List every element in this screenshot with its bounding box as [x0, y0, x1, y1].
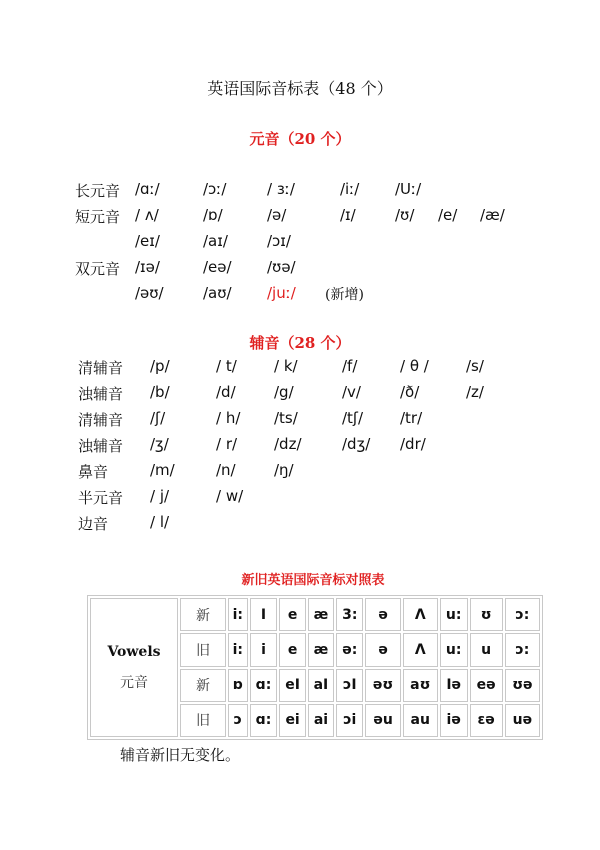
ipa-symbol: /n/ [216, 461, 236, 479]
ipa-symbol: / l/ [150, 513, 170, 531]
ipa-symbol: /aʊ/ [203, 284, 232, 302]
symbol-cell: e [279, 633, 305, 666]
row-label: 浊辅音 [78, 437, 124, 455]
new-note: (新增) [325, 287, 364, 303]
consonants-heading: 辅音（28 个） [249, 334, 351, 352]
consonant-row-voiced-1 [78, 383, 558, 407]
ipa-symbol: / ɜː/ [267, 180, 295, 198]
symbol-cell: ə [365, 598, 400, 631]
row-label: 鼻音 [78, 463, 109, 481]
ipa-symbol: / ʌ/ [135, 206, 159, 224]
ipa-symbol: /aɪ/ [203, 232, 228, 250]
ipa-symbol: /b/ [150, 383, 170, 401]
ipa-symbol: /e/ [438, 206, 458, 224]
ipa-symbol: /ɪə/ [135, 258, 160, 276]
symbol-cell: ɑ: [250, 669, 278, 702]
footer-note: 辅音新旧无变化。 [120, 746, 241, 764]
symbol-cell: əʊ [365, 669, 400, 702]
ipa-symbol: /ts/ [274, 409, 298, 427]
symbol-cell: Iə [440, 669, 468, 702]
symbol-cell: aʊ [403, 669, 438, 702]
consonant-row-lateral [78, 513, 558, 537]
symbol-cell: iə [440, 704, 468, 737]
ipa-symbol: /d/ [216, 383, 236, 401]
symbol-cell: ʊ [470, 598, 503, 631]
ipa-symbol: /Uː/ [395, 180, 422, 198]
row-label: 双元音 [75, 260, 121, 278]
symbol-cell: ə: [336, 633, 363, 666]
consonant-row-voiceless-1 [78, 357, 558, 381]
ipa-symbol: / j/ [150, 487, 170, 505]
table-row [90, 598, 540, 631]
vowel-row-short [75, 206, 555, 230]
symbol-cell: Λ [403, 633, 438, 666]
consonant-row-nasal [78, 461, 558, 485]
symbol-cell: 3: [336, 598, 363, 631]
symbol-cell: ɔi [336, 704, 363, 737]
row-label-new: 新 [180, 598, 226, 631]
ipa-symbol: /iː/ [340, 180, 360, 198]
ipa-symbol: /ŋ/ [274, 461, 294, 479]
ipa-symbol: /ʊə/ [267, 258, 296, 276]
symbol-cell: u: [440, 598, 468, 631]
row-label: 短元音 [75, 208, 121, 226]
ipa-symbol: /ð/ [400, 383, 420, 401]
vowel-row-short-2 [75, 232, 555, 256]
ipa-symbol: /əʊ/ [135, 284, 164, 302]
ipa-symbol: / k/ [274, 357, 298, 375]
ipa-symbol-new: /juː/ [267, 284, 296, 302]
symbol-cell: I [250, 598, 278, 631]
symbol-cell: aI [308, 669, 334, 702]
consonant-row-voiced-2 [78, 435, 558, 459]
symbol-cell: əu [365, 704, 400, 737]
vowels-en-label: Vowels [107, 643, 161, 660]
ipa-symbol: /tʃ/ [342, 409, 364, 427]
ipa-symbol: /dʒ/ [342, 435, 371, 453]
symbol-cell: ɑ: [250, 704, 278, 737]
row-label-old: 旧 [180, 704, 226, 737]
symbol-cell: eə [470, 669, 503, 702]
ipa-symbol: / t/ [216, 357, 237, 375]
row-label-new: 新 [180, 669, 226, 702]
consonant-row-voiceless-2 [78, 409, 558, 433]
vowel-row-diphthong [75, 258, 555, 282]
ipa-symbol: /eɪ/ [135, 232, 160, 250]
symbol-cell: ə [365, 633, 400, 666]
symbol-cell: ɒ [228, 669, 248, 702]
symbol-cell: ɔ: [505, 633, 540, 666]
ipa-symbol: /g/ [274, 383, 294, 401]
row-label: 长元音 [75, 182, 121, 200]
symbol-cell: au [403, 704, 438, 737]
ipa-symbol: /ɑː/ [135, 180, 160, 198]
ipa-symbol: /tr/ [400, 409, 423, 427]
page-title: 英语国际音标表（48 个） [207, 79, 393, 98]
vowel-row-diphthong-2 [75, 284, 555, 308]
ipa-symbol: /ʒ/ [150, 435, 169, 453]
symbol-cell: Λ [403, 598, 438, 631]
symbol-cell: ei [279, 704, 305, 737]
consonant-row-semivowel [78, 487, 558, 511]
symbol-cell: i: [228, 633, 248, 666]
ipa-symbol: /s/ [466, 357, 484, 375]
row-label: 边音 [78, 515, 109, 533]
comparison-table [87, 595, 543, 740]
row-label: 清辅音 [78, 359, 124, 377]
row-label: 半元音 [78, 489, 124, 507]
ipa-symbol: /z/ [466, 383, 484, 401]
symbol-cell: ɔ: [505, 598, 540, 631]
ipa-symbol: /ə/ [267, 206, 287, 224]
row-label: 清辅音 [78, 411, 124, 429]
symbol-cell: æ [308, 633, 334, 666]
ipa-symbol: /ʃ/ [150, 409, 166, 427]
symbol-cell: e [279, 598, 305, 631]
ipa-symbol: /ʊ/ [395, 206, 415, 224]
vowels-cn-label: 元音 [120, 674, 148, 691]
symbol-cell: ɛə [470, 704, 503, 737]
ipa-symbol: /m/ [150, 461, 175, 479]
row-label-old: 旧 [180, 633, 226, 666]
symbol-cell: i [250, 633, 278, 666]
comparison-title: 新旧英语国际音标对照表 [241, 573, 385, 588]
symbol-cell: ɔ [228, 704, 248, 737]
ipa-symbol: /dr/ [400, 435, 426, 453]
ipa-symbol: / θ / [400, 357, 429, 375]
ipa-symbol: /f/ [342, 357, 358, 375]
ipa-symbol: /ɒ/ [203, 206, 223, 224]
symbol-cell: ai [308, 704, 334, 737]
ipa-symbol: /dz/ [274, 435, 302, 453]
symbol-cell: ʊə [505, 669, 540, 702]
ipa-symbol: /ɔː/ [203, 180, 227, 198]
symbol-cell: uə [505, 704, 540, 737]
vowels-heading: 元音（20 个） [249, 130, 351, 148]
ipa-symbol: / h/ [216, 409, 241, 427]
ipa-symbol: /v/ [342, 383, 361, 401]
ipa-symbol: / w/ [216, 487, 244, 505]
symbol-cell: i: [228, 598, 248, 631]
ipa-symbol: /ɪ/ [340, 206, 356, 224]
ipa-symbol: /ɔɪ/ [267, 232, 291, 250]
row-label: 浊辅音 [78, 385, 124, 403]
ipa-symbol: /p/ [150, 357, 170, 375]
symbol-cell: u [470, 633, 503, 666]
symbol-cell: eI [279, 669, 305, 702]
vowels-header-cell [90, 598, 178, 737]
ipa-symbol: / r/ [216, 435, 238, 453]
symbol-cell: ɔI [336, 669, 363, 702]
vowel-row-long [75, 180, 555, 204]
symbol-cell: æ [308, 598, 334, 631]
ipa-symbol: /æ/ [480, 206, 505, 224]
ipa-symbol: /eə/ [203, 258, 232, 276]
symbol-cell: u: [440, 633, 468, 666]
